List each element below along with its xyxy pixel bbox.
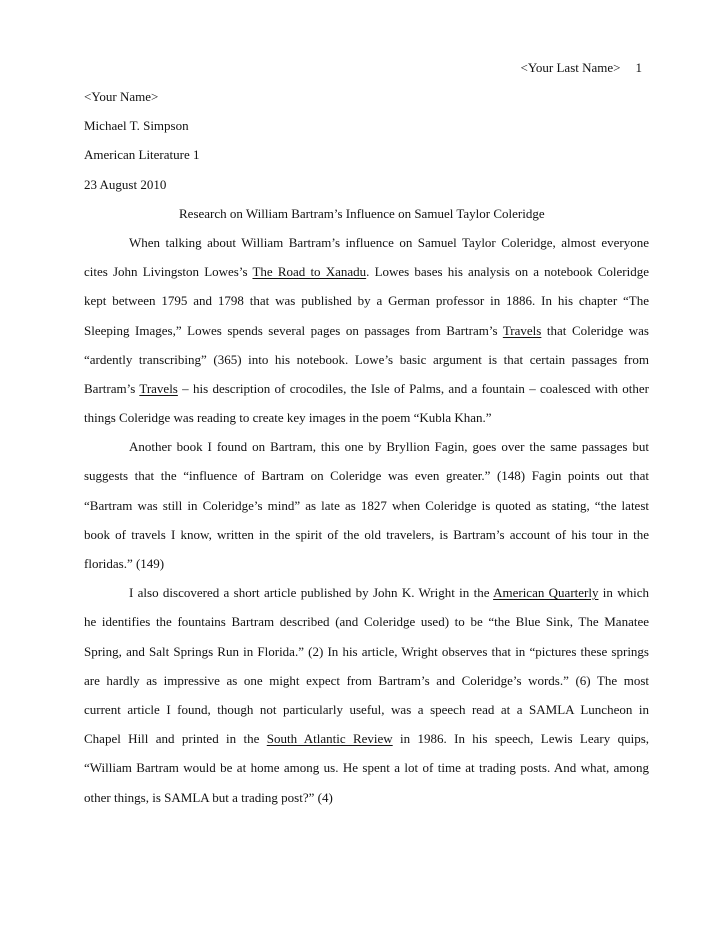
paragraph-line: cites John Livingston Lowes’s The Road to Xanadu. Lowes bases his analysis on a notebook Coleridge	[84, 264, 649, 280]
heading-course: American Literature 1	[84, 147, 200, 163]
paragraph-3	[84, 578, 649, 812]
paragraph-line: other things, is SAMLA but a trading post?” (4)	[84, 789, 333, 805]
paragraph-1	[84, 228, 649, 432]
journal-title-underlined: South Atlantic Review	[266, 731, 393, 747]
paragraph-line: kept between 1795 and 1798 that was published by a German professor in 1886. In his chapter “The	[84, 293, 649, 309]
paragraph-line: he identifies the fountains Bartram described (and Coleridge used) to be “the Blue Sink, The Manatee	[84, 614, 649, 630]
paragraph-line: things Coleridge was reading to create key images in the poem “Kubla Khan.”	[84, 410, 492, 426]
page-number: 1	[635, 60, 642, 75]
paragraph-line: are hardly as impressive as one might expect from Bartram’s and Coleridge’s words.” (6) The most	[84, 672, 649, 688]
paragraph-line: book of travels I know, written in the spirit of the old travelers, is Bartram’s account of his tour in the	[84, 526, 649, 542]
heading-name: <Your Name>	[84, 89, 159, 104]
paragraph-line: “Bartram was still in Coleridge’s mind” as late as 1827 when Coleridge is quoted as stating, “the latest	[84, 497, 649, 513]
paragraph-line: I also discovered a short article published by John K. Wright in the American Quarterly in which	[129, 585, 650, 601]
essay-title: Research on William Bartram’s Influence on Samuel Taylor Coleridge	[179, 205, 545, 221]
paragraph-line: Another book I found on Bartram, this one by Bryllion Fagin, goes over the same passages but	[129, 439, 649, 455]
paragraph-line: floridas.” (149)	[84, 556, 165, 571]
running-header	[520, 60, 642, 76]
paragraph-line: Spring, and Salt Springs Run in Florida.” (2) In his article, Wright observes that in “pictures these springs	[84, 643, 649, 659]
header-last-name: <Your Last Name>	[520, 60, 621, 75]
paragraph-line: suggests that the “influence of Bartram on Coleridge was even greater.” (148) Fagin points out that	[84, 468, 649, 484]
paragraph-line: “ardently transcribing” (365) into his notebook. Lowe’s basic argument is that certain passages from	[84, 351, 649, 367]
book-title-underlined: Travels	[502, 322, 542, 338]
book-title-underlined: The Road to Xanadu	[252, 264, 367, 280]
heading-date: 23 August 2010	[84, 176, 167, 192]
paragraph-line: Sleeping Images,” Lowes spends several pages on passages from Bartram’s Travels that Coleridge was	[84, 322, 649, 338]
book-title-underlined: Travels	[139, 380, 178, 396]
paragraph-line: current article I found, though not particularly useful, was a speech read at a SAMLA Luncheon in	[84, 701, 649, 717]
journal-title-underlined: American Quarterly	[493, 585, 599, 601]
document-body	[84, 82, 649, 812]
paragraph-2	[84, 432, 649, 578]
heading-instructor: Michael T. Simpson	[84, 118, 189, 134]
paragraph-line: Bartram’s Travels – his description of crocodiles, the Isle of Palms, and a fountain – coalesced with other	[84, 380, 650, 396]
paragraph-line: Chapel Hill and printed in the South Atlantic Review in 1986. In his speech, Lewis Leary quips,	[84, 731, 649, 747]
paragraph-line: “William Bartram would be at home among us. He spent a lot of time at trading posts. And what, among	[84, 760, 649, 776]
paragraph-line: When talking about William Bartram’s influence on Samuel Taylor Coleridge, almost everyone	[129, 234, 649, 250]
